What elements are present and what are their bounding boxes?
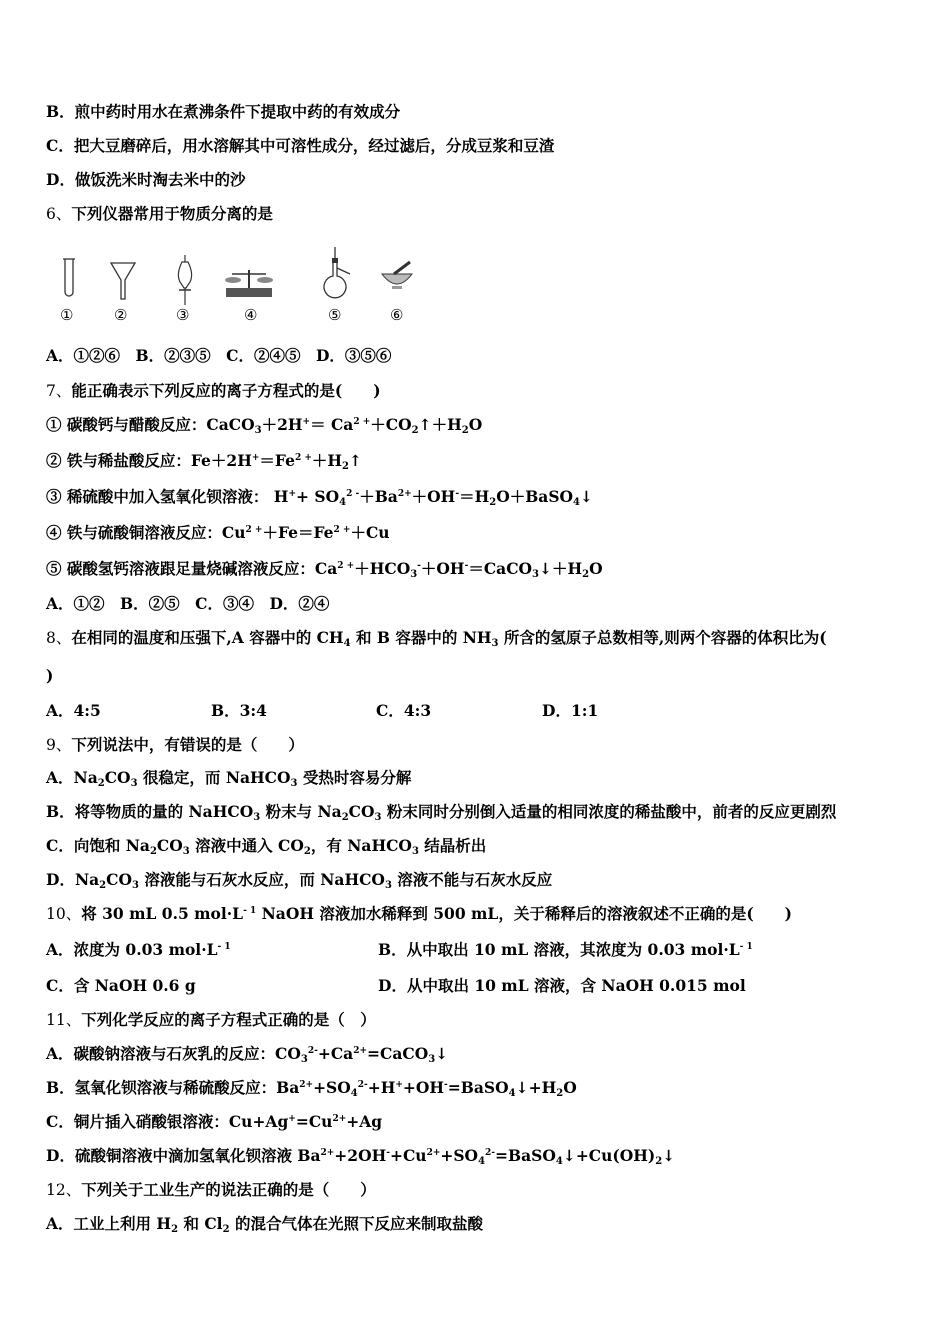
- question-9: 9、下列说法中，有错误的是（ ）: [46, 735, 304, 754]
- apparatus-label-6: ⑥: [390, 306, 404, 324]
- q10-option-d: D．从中取出 10 mL 溶液，含 NaOH 0.015 mol: [378, 976, 746, 995]
- question-7-options: A．①② B．②⑤ C．③④ D．②④: [46, 594, 330, 613]
- balance-icon: [224, 262, 274, 298]
- mortar-pestle-icon: [380, 260, 414, 292]
- test-tube-icon: [62, 258, 76, 300]
- question-7-item-1: ① 碳酸钙与醋酸反应：CaCO$_3$＋2H+＝ $Ca^{2 +}+CO_2↑+H_2O$: [46, 415, 483, 436]
- q10-option-a: A．浓度为 0.03 $mol\cdot L^{- 1}$: [46, 940, 231, 959]
- question-8-close: ): [46, 666, 54, 685]
- q10-option-c: C．含 NaOH 0.6 g: [46, 976, 196, 995]
- flask-icon: [320, 246, 354, 302]
- separatory-funnel-icon: [174, 254, 196, 306]
- question-6: 6、下列仪器常用于物质分离的是: [46, 204, 273, 223]
- option-b-line: B．煎中药时用水在煮沸条件下提取中药的有效成分: [46, 102, 401, 121]
- question-9-option-d: D．$Na_2CO_3$ 溶液能与石灰水反应，而 NaHCO$_3$ 溶液不能与石灰水反应: [46, 870, 553, 891]
- q8-option-b: B．3:4: [211, 701, 267, 720]
- question-7-item-4: ④ 铁与硫酸铜溶液反应：$Cu^{2 +}+Fe=Fe^{2 +}+Cu$: [46, 523, 390, 542]
- q10-option-b: B．从中取出 10 mL 溶液，其浓度为 0.03 $mol\cdot L^{- 1}$: [378, 940, 753, 959]
- option-d-line: D．做饭洗米时淘去米中的沙: [46, 170, 246, 189]
- question-7-item-5: ⑤ 碳酸氢钙溶液跟足量烧碱溶液反应：$Ca^{2 +}+HCO_3^-+OH^-=CaCO_3↓+H_2O$: [46, 559, 603, 580]
- apparatus-label-4: ④: [244, 306, 258, 324]
- question-9-option-b: B．将等物质的量的 NaHCO$_3$ 粉末与 $Na_2CO_3$ 粉末同时分别倒入适量的相同浓度的稀盐酸中，前者的反应更剧烈: [46, 802, 837, 823]
- question-7: 7、能正确表示下列反应的离子方程式的是( ): [46, 381, 381, 400]
- apparatus-figure: [46, 244, 426, 334]
- question-9-option-c: C．向饱和 $Na_2CO_3$ 溶液中通入 $CO_2$，有 NaHCO$_3$ 结晶析出: [46, 836, 487, 857]
- question-11-option-b: B．氢氧化钡溶液与稀硫酸反应：$Ba^{2+}+SO_4^{2-}+H^++OH^-=BaSO_4↓+H_2O$: [46, 1078, 577, 1099]
- question-11-option-c: C．铜片插入硝酸银溶液：$Cu+Ag^+=Cu^{2+}+Ag$: [46, 1112, 383, 1131]
- question-11: 11、下列化学反应的离子方程式正确的是（ ）: [46, 1010, 376, 1029]
- question-12-option-a: A．工业上利用 $H_2$ 和 $Cl_2$ 的混合气体在光照下反应来制取盐酸: [46, 1214, 483, 1235]
- apparatus-label-2: ②: [114, 306, 128, 324]
- question-11-option-a: A．碳酸钠溶液与石灰乳的反应：$CO_3^{2-}+Ca^{2+}=CaCO_3↓$: [46, 1044, 449, 1065]
- question-9-option-a: A．$Na_2CO_3$ 很稳定，而 NaHCO$_3$ 受热时容易分解: [46, 768, 412, 789]
- funnel-icon: [110, 262, 136, 300]
- apparatus-label-1: ①: [60, 306, 74, 324]
- q8-option-d: D．1:1: [542, 701, 599, 720]
- apparatus-label-5: ⑤: [328, 306, 342, 324]
- question-10-row-1: [46, 940, 753, 960]
- question-8: 8、在相同的温度和压强下,A 容器中的 $CH_4$ 和 B 容器中的 $NH_3$ 所含的氢原子总数相等,则两个容器的体积比为(: [46, 628, 827, 649]
- apparatus-label-3: ③: [176, 306, 190, 324]
- question-7-item-3: ③ 稀硫酸中加入氢氧化钡溶液： $H^++ SO_4^{2 -}+Ba^{2+}+OH^-=H_2O+BaSO_4↓$: [46, 487, 594, 508]
- q8-option-c: C．4:3: [376, 701, 432, 720]
- question-6-options: A．①②⑥ B．②③⑤ C．②④⑤ D．③⑤⑥: [46, 346, 392, 365]
- question-10: 10、将 30 mL 0.5 $mol\cdot L^{- 1}$ NaOH 溶液加水稀释到 500 mL，关于稀释后的溶液叙述不正确的是( ): [46, 904, 792, 923]
- question-7-item-2: ② 铁与稀盐酸反应：$Fe+2H^+=Fe^{2 +}+H_2↑$: [46, 451, 362, 472]
- question-11-option-d: D．硫酸铜溶液中滴加氢氧化钡溶液 $Ba^{2+}+2OH^-+Cu^{2+}+SO_4^{2-}=BaSO_4↓+Cu(OH)_2↓$: [46, 1146, 676, 1167]
- question-10-row-2: [46, 976, 746, 996]
- option-c-line: C．把大豆磨碎后，用水溶解其中可溶性成分，经过滤后，分成豆浆和豆渣: [46, 136, 555, 155]
- q8-option-a: A．4:5: [46, 701, 101, 720]
- question-12: 12、下列关于工业生产的说法正确的是（ ）: [46, 1180, 376, 1199]
